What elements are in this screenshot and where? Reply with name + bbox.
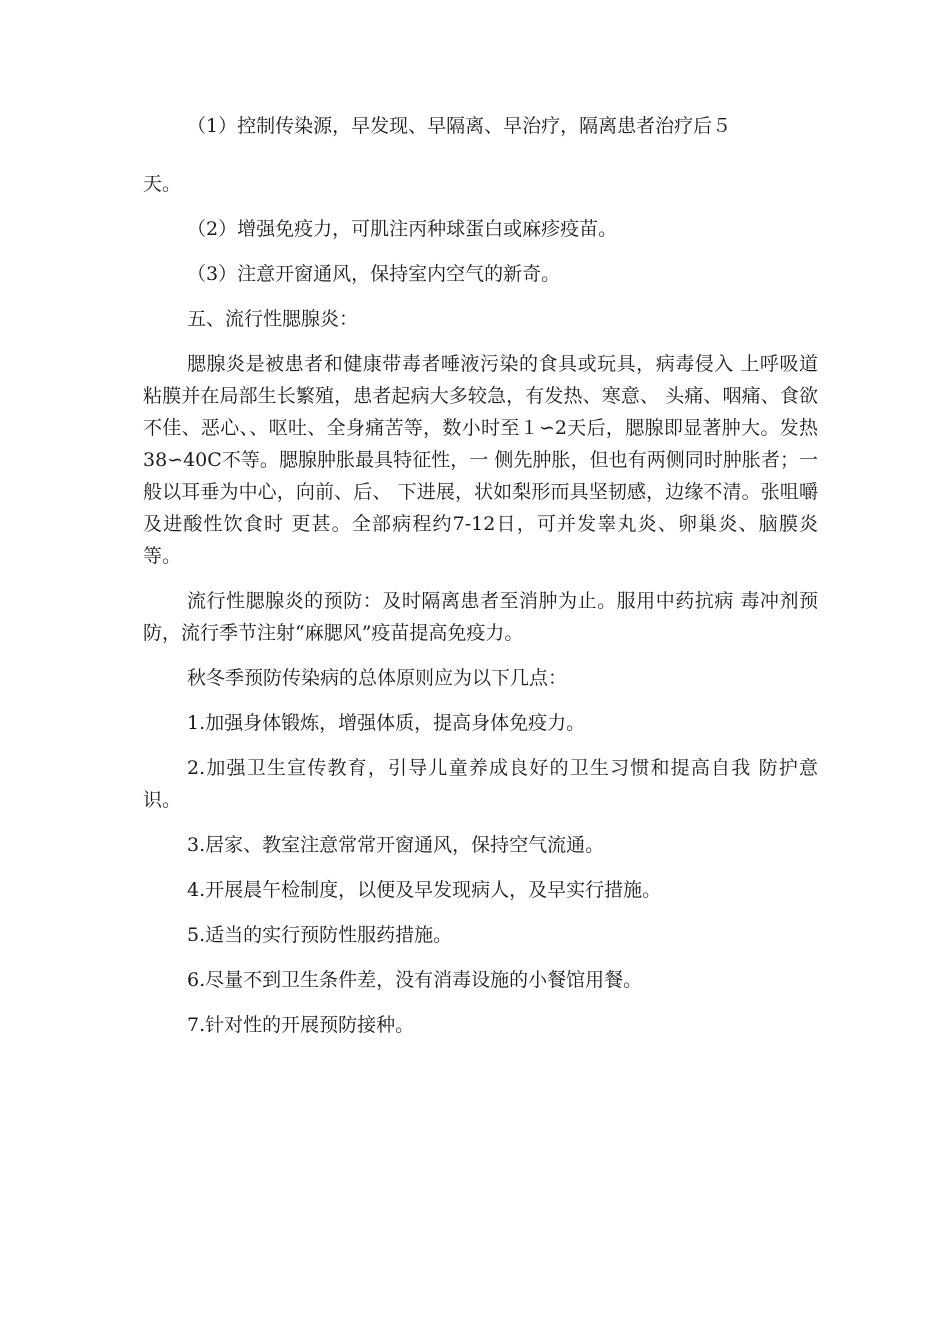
list-item-6: 6.尽量不到卫生条件差，没有消毒设施的小餐馆用餐。 [187, 969, 643, 991]
list-item-4: 4.开展晨午检制度，以便及早发现病人，及早实行措施。 [187, 879, 662, 901]
paragraph-general-principles: 秋冬季预防传染病的总体原则应为以下几点： [187, 667, 568, 689]
document-body [143, 110, 818, 1041]
paragraph-measure-2: （2）增强免疫力，可肌注丙种球蛋白或麻疹疫苗。 [187, 218, 618, 240]
paragraph-measure-1-continued: 天。 [143, 173, 182, 195]
list-item-5: 5.适当的实行预防性服药措施。 [187, 924, 453, 946]
paragraph-mumps-prevention: 流行性腮腺炎的预防：及时隔离患者至消肿为止。服用中药抗病 毒冲剂预防，流行季节注射“麻腮风”疫苗提高免疫力。 [143, 590, 818, 644]
paragraph-measure-1: （1）控制传染源，早发现、早隔离、早治疗，隔离患者治疗后５ [187, 115, 732, 137]
paragraph-mumps-description: 腮腺炎是被患者和健康带毒者唾液污染的食具或玩具，病毒侵入 上呼吸道粘膜并在局部生长繁殖，患者起病大多较急，有发热、寒意、 头痛、咽痛、食欲不佳、恶心、、呕吐、全身痛苦等，数小时至１∽2天后，腮腺即显著肿大。发热38∽40C不等。腮腺肿胀最具特征性，一 侧先肿胀，但也有两侧同时肿胀者；一般以耳垂为中心，向前、后、 下进展，状如梨形而具坚韧感，边缘不清。张咀嚼及进酸性饮食时 更甚。全部病程约7-12日，可并发睾丸炎、卵巢炎、脑膜炎等。 [143, 353, 818, 567]
paragraph-measure-3: （3）注意开窗通风，保持室内空气的新奇。 [187, 263, 561, 285]
list-item-1: 1.加强身体锻炼，增强体质，提高身体免疫力。 [187, 712, 586, 734]
list-item-2: 2.加强卫生宣传教育，引导儿童养成良好的卫生习惯和提高自我 防护意识。 [143, 757, 818, 811]
list-item-3: 3.居家、教室注意常常开窗通风，保持空气流通。 [187, 834, 605, 856]
section-heading-mumps: 五、流行性腮腺炎： [187, 308, 359, 330]
list-item-7: 7.针对性的开展预防接种。 [187, 1014, 415, 1036]
